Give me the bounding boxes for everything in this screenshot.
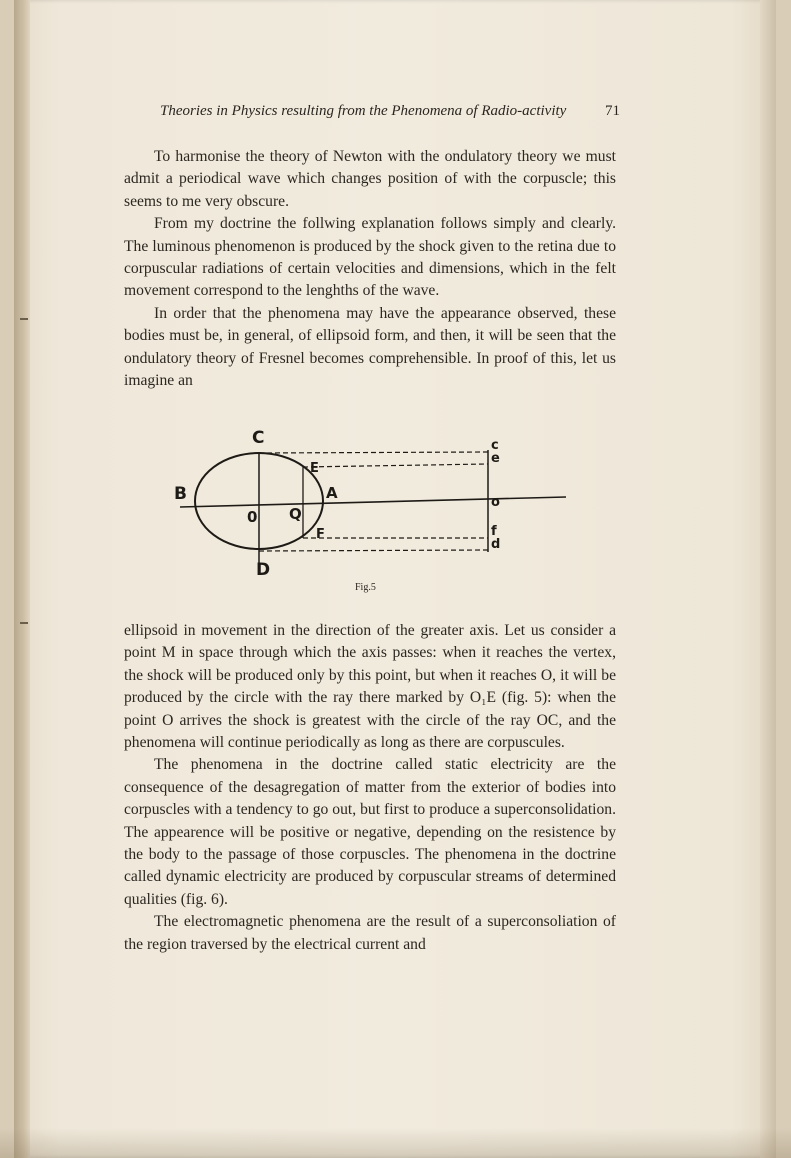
label-B: B: [174, 484, 187, 504]
label-d: d: [491, 537, 501, 552]
label-Q: Q: [289, 505, 302, 523]
label-D: D: [256, 560, 271, 580]
label-C: C: [252, 428, 265, 448]
label-A: A: [326, 484, 338, 502]
paragraph: The electromagnetic phenomena are the result of a superconsoliation of the region traversed by the electrical current and: [124, 913, 616, 953]
label-O: 0: [247, 508, 258, 526]
label-E: E: [310, 461, 319, 476]
page-bottom-shadow: [0, 1128, 791, 1158]
running-header: [120, 103, 624, 125]
running-title: Theories in Physics resulting from the Phenomena of Radio-activity: [160, 103, 567, 119]
body-text-top: [124, 146, 616, 392]
paragraph: ellipsoid in movement in the direction of the greater axis. Let us consider a point M in space through which the axis passes: when it reaches the vertex, the shock will be produced only by this point, but when it reaches O, it will be produced by the circle with the ray there marked by O₁E (fig. 5): when the point O arrives the shock is greatest with the circle of the ray OC, and the phenomena will continue periodically as long as there are corpuscules.: [124, 622, 616, 752]
paragraph: From my doctrine the follwing explanation follows simply and clearly. The luminous phenomenon is produced by the shock given to the retina due to corpuscular radiations of certain velocities and dimensions, which in the felt movement correspond to the lenghths of the wave.: [124, 215, 616, 300]
paragraph: The phenomena in the doctrine called static electricity are the consequence of the desagregation of matter from the exterior of bodies into corpuscles with a tendency to go out, but first to produce a superconsolidation. The appearence will be positive or negative, depending on the resistence by the body to the passage of those corpuscles. The phenomena in the doctrine called dynamic electricity are produced by corpuscular streams of determined qualities (fig. 6).: [124, 756, 616, 908]
dashed-line-d: [259, 550, 488, 551]
page-number: 71: [605, 103, 620, 119]
major-axis-line: [180, 497, 566, 507]
figure-5-diagram: [168, 428, 578, 600]
page-edge: [760, 0, 776, 1158]
label-o: o: [491, 495, 500, 510]
dashed-line-c: [259, 452, 488, 453]
book-spine: [14, 0, 30, 1158]
figure-caption: Fig.5: [355, 582, 376, 593]
ellipse-diagram: [168, 450, 578, 600]
label-e: e: [491, 451, 500, 466]
paragraph: To harmonise the theory of Newton with the ondulatory theory we must admit a periodical wave which changes position of with the corpuscle; this seems to me very obscure.: [124, 148, 616, 210]
binding-mark: [20, 318, 28, 320]
label-f: f: [491, 524, 497, 539]
label-c: c: [491, 438, 499, 453]
label-F: F: [316, 527, 325, 542]
paragraph: In order that the phenomena may have the appearance observed, these bodies must be, in general, of ellipsoid form, and then, it will be seen that the ondulatory theory of Fresnel becomes comprehensible. In proof of this, let us imagine an: [124, 304, 616, 390]
dashed-line-e: [303, 464, 488, 467]
body-text-bottom: [124, 620, 616, 956]
binding-mark: [20, 622, 28, 624]
